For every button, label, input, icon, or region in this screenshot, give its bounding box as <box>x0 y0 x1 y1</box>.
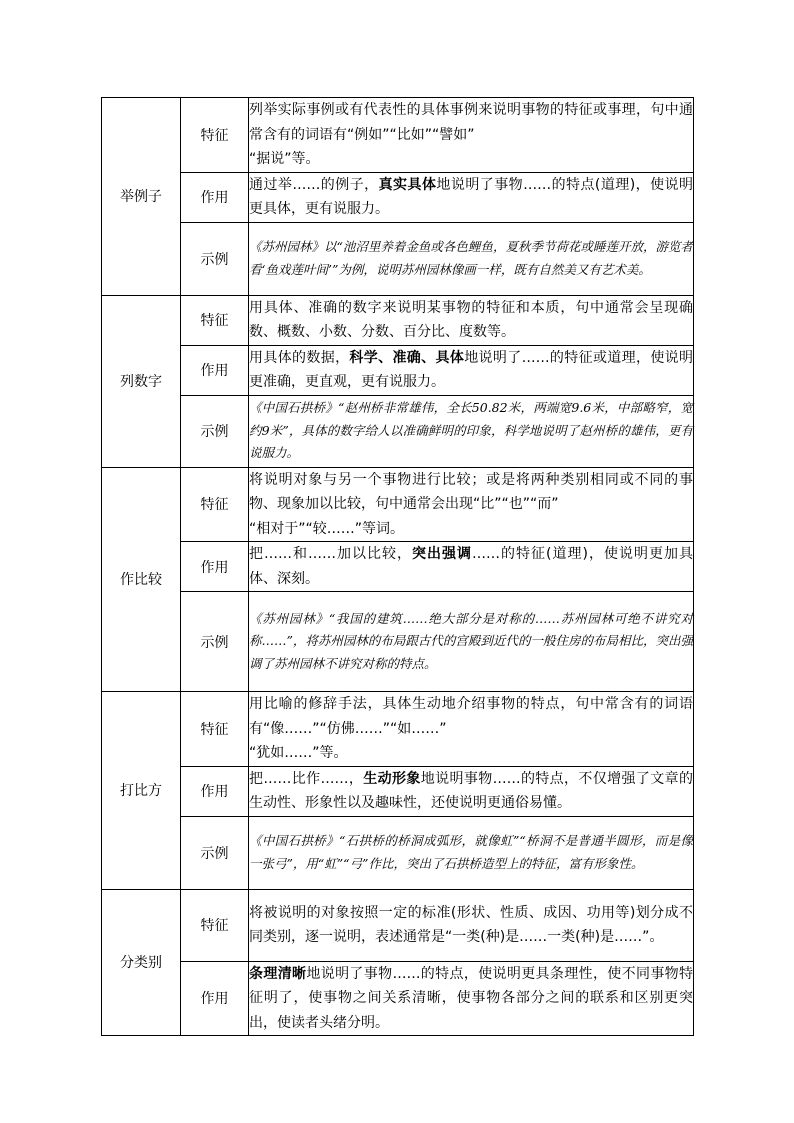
effect-cell <box>249 542 694 592</box>
effect-keyword: 生动形象 <box>363 770 421 787</box>
effect-text-end: ……的特征(道理)，使说明更加具体、深刻。 <box>249 546 694 587</box>
feature-text: 用具体、准确的数字来说明某事物的特征和本质，句中通常会呈现确数、概数、小数、分数、百分比、度数等。 <box>249 299 693 340</box>
effect-label: 作用 <box>200 190 229 206</box>
method-name: 列数字 <box>120 374 162 390</box>
feature-text: 用比喻的修辞手法，具体生动地介绍事物的特点，句中常含有的词语有“像……”“仿佛……”“如……” <box>249 696 693 737</box>
table-row <box>102 692 694 767</box>
example-cell <box>249 222 694 295</box>
feature-label: 特征 <box>200 918 229 934</box>
feature-label: 特征 <box>200 497 229 514</box>
method-name-cell <box>102 692 181 890</box>
feature-text: 列举实际事例或有代表性的具体事例来说明事物的特征或事理，句中通常含有的词语有“例如”“比如”“譬如” <box>249 102 693 143</box>
table-row <box>102 98 694 173</box>
effect-label-cell <box>181 766 249 816</box>
example-label: 示例 <box>200 251 229 268</box>
example-cell <box>249 592 694 692</box>
effect-text-start: 把……比作……， <box>249 770 364 787</box>
feature-label-cell <box>181 889 249 961</box>
feature-label: 特征 <box>200 721 229 738</box>
example-text: 《中国石拱桥》“石拱桥的桥洞成弧形，就像虹”“桥洞不是普通半圆形，而是像一张弓”，用“虹”“弓”作比，突出了石拱桥造型上的特征，富有形象性。 <box>249 833 693 871</box>
table-row <box>102 766 694 816</box>
example-label-cell <box>181 395 249 467</box>
method-name: 作比较 <box>120 572 162 589</box>
effect-label-cell <box>181 172 249 222</box>
effect-label-cell <box>181 542 249 592</box>
effect-label: 作用 <box>200 363 229 379</box>
effect-cell <box>249 766 694 816</box>
effect-label: 作用 <box>200 559 229 576</box>
example-text: 《苏州园林》“我国的建筑……绝大部分是对称的……苏州园林可绝不讲究对称……”，将苏州园林的布局跟古代的宫殿到近代的一般住房的布局相比，突出强调了苏州园林不讲究对称的特点。 <box>249 610 693 671</box>
effect-cell <box>249 961 694 1036</box>
table-row <box>102 816 694 889</box>
feature-cell <box>249 692 694 767</box>
effect-cell <box>249 345 694 395</box>
effect-text-end: 地说明了事物……的特点(道理)，使说明更具体，更有说服力。 <box>249 176 694 217</box>
table-row <box>102 542 694 592</box>
example-label: 示例 <box>200 424 229 440</box>
feature-text: 将说明对象与另一个事物进行比较；或是将两种类别相同或不同的事物、现象加以比较，句中通常会出现“比”“也”“而” <box>249 471 693 512</box>
table-row <box>102 467 694 542</box>
effect-keyword: 科学、准确、具体 <box>349 349 465 366</box>
table-row <box>102 222 694 295</box>
effect-text-end: 地说明事物……的特点，不仅增强了文章的生动性、形象性以及趣味性，还使说明更通俗易懂。 <box>249 770 694 811</box>
example-label-cell <box>181 816 249 889</box>
effect-text-end: 地说明了……的特征或道理，使说明更准确，更直观，更有说服力。 <box>249 349 694 390</box>
table-row <box>102 592 694 692</box>
method-name-cell <box>102 98 181 296</box>
example-label-cell <box>181 592 249 692</box>
effect-text-end: 地说明了事物……的特点，使说明更具条理性，使不同事物特征明了，使事物之间关系清晰，使事物各部分之间的联系和区别更突出，使读者头绪分明。 <box>249 965 694 1031</box>
example-text: 《苏州园林》以“池沼里养着金鱼或各色鲤鱼，夏秋季节荷花或睡莲开放，游览者看‘鱼戏莲叶间’”为例，说明苏州园林像画一样，既有自然美又有艺术美。 <box>249 239 693 277</box>
effect-cell <box>249 172 694 222</box>
method-name-cell <box>102 889 181 1036</box>
method-name: 举例子 <box>120 189 162 206</box>
effect-keyword: 条理清晰 <box>249 965 307 982</box>
example-label-cell <box>181 222 249 295</box>
effect-text-start: 把……和……加以比较， <box>249 546 413 562</box>
effect-text-start: 用具体的数据， <box>249 349 350 366</box>
feature-cell <box>249 889 694 961</box>
example-cell <box>249 816 694 889</box>
feature-cell <box>249 98 694 173</box>
table-row <box>102 395 694 467</box>
table-row <box>102 295 694 345</box>
method-name: 分类别 <box>120 955 162 972</box>
feature-cell <box>249 295 694 345</box>
method-name-cell <box>102 295 181 467</box>
feature-text-extra: “相对于”“较……”等词。 <box>249 520 405 537</box>
table-row <box>102 345 694 395</box>
feature-text: 将被说明的对象按照一定的标准(形状、性质、成因、功用等)划分成不同类别，逐一说明，表述通常是“一类(种)是……一类(种)是……”。 <box>249 904 693 945</box>
effect-label-cell <box>181 345 249 395</box>
feature-label-cell <box>181 98 249 173</box>
feature-label-cell <box>181 295 249 345</box>
effect-label-cell <box>181 961 249 1036</box>
feature-label: 特征 <box>200 313 229 329</box>
example-label: 示例 <box>200 845 229 862</box>
example-label: 示例 <box>200 634 229 651</box>
method-name-cell <box>102 467 181 692</box>
feature-cell <box>249 467 694 542</box>
example-text: 《中国石拱桥》“赵州桥非常雄伟，全长50.82米，两端宽9.6米，中部略窄，宽约9米”，具体的数字给人以准确鲜明的印象，科学地说明了赵州桥的雄伟，更有说服力。 <box>249 400 693 461</box>
example-cell <box>249 395 694 467</box>
feature-text-extra: “犹如……”等。 <box>249 745 348 761</box>
effect-keyword: 真实具体 <box>378 176 437 193</box>
feature-label: 特征 <box>200 127 229 144</box>
feature-label-cell <box>181 692 249 767</box>
table-row <box>102 889 694 961</box>
effect-keyword: 突出强调 <box>412 546 473 562</box>
effect-label: 作用 <box>200 991 229 1008</box>
explanation-methods-table <box>101 97 694 1036</box>
effect-text-start: 通过举……的例子， <box>249 176 379 193</box>
effect-label: 作用 <box>200 784 229 800</box>
table-row <box>102 172 694 222</box>
method-name: 打比方 <box>120 783 162 800</box>
feature-label-cell <box>181 467 249 542</box>
feature-text-extra: “据说”等。 <box>249 151 320 167</box>
table-row <box>102 961 694 1036</box>
